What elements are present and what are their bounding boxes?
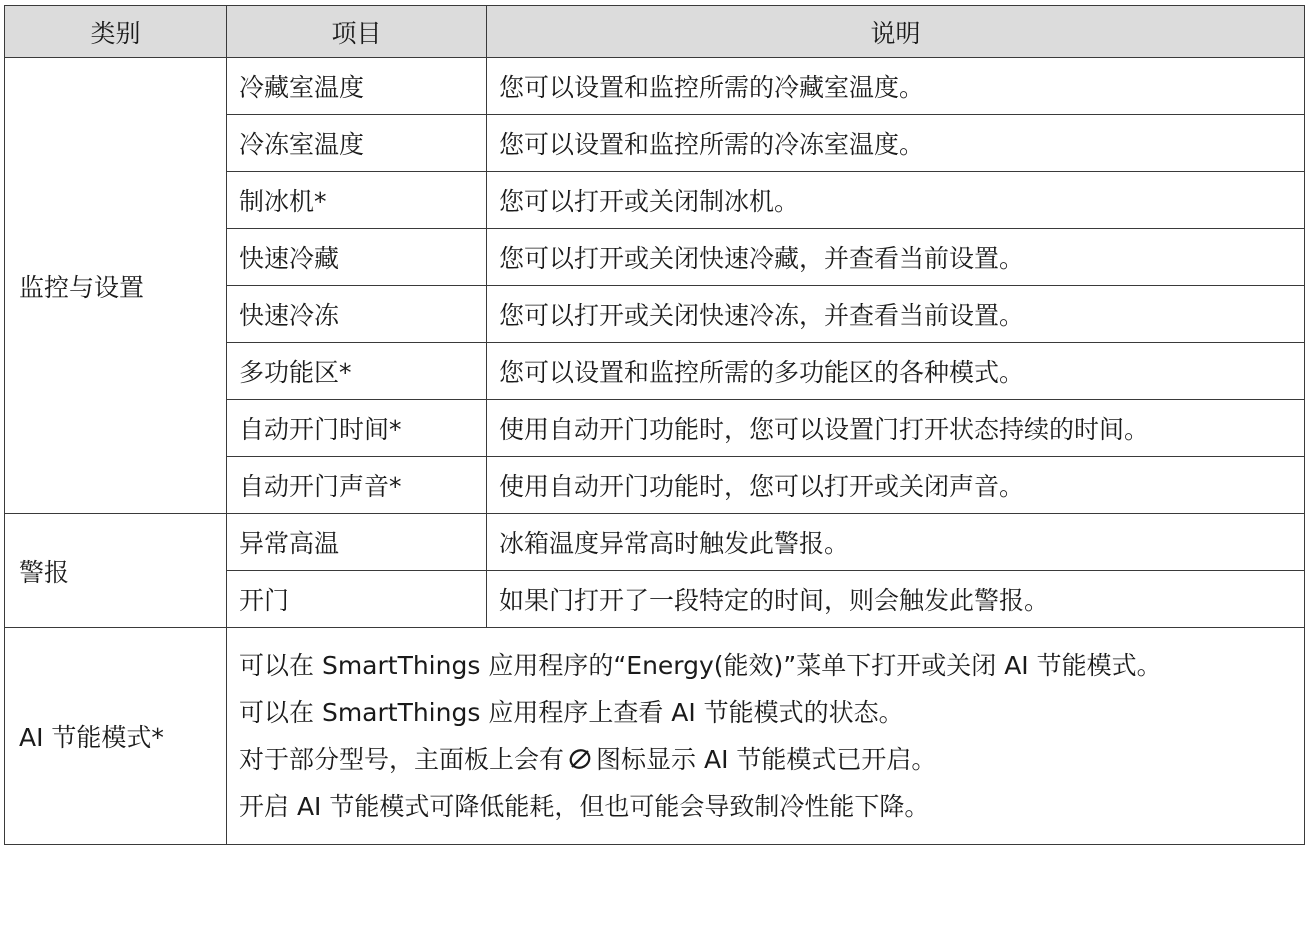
ai-line-3-before: 对于部分型号，主面板上会有 bbox=[239, 745, 565, 774]
header-item: 项目 bbox=[227, 6, 487, 58]
feature-table bbox=[4, 5, 1305, 845]
row-item: 快速冷藏 bbox=[227, 229, 487, 286]
category-alarm: 警报 bbox=[5, 514, 227, 628]
header-description: 说明 bbox=[487, 6, 1305, 58]
row-description: 您可以设置和监控所需的冷冻室温度。 bbox=[487, 115, 1305, 172]
row-item: 自动开门时间* bbox=[227, 400, 487, 457]
row-description: 您可以打开或关闭制冰机。 bbox=[487, 172, 1305, 229]
row-description: 您可以打开或关闭快速冷藏，并查看当前设置。 bbox=[487, 229, 1305, 286]
ai-line-1: 可以在 SmartThings 应用程序的“Energy(能效)”菜单下打开或关闭 AI 节能模式。 bbox=[239, 651, 1162, 680]
table-row-ai bbox=[5, 628, 1305, 845]
row-item: 开门 bbox=[227, 571, 487, 628]
table-row bbox=[5, 514, 1305, 571]
row-description: 使用自动开门功能时，您可以打开或关闭声音。 bbox=[487, 457, 1305, 514]
row-description: 您可以设置和监控所需的多功能区的各种模式。 bbox=[487, 343, 1305, 400]
row-description: 冰箱温度异常高时触发此警报。 bbox=[487, 514, 1305, 571]
row-item: 冷藏室温度 bbox=[227, 58, 487, 115]
row-description: 您可以打开或关闭快速冷冻，并查看当前设置。 bbox=[487, 286, 1305, 343]
table-row bbox=[5, 58, 1305, 115]
row-item: 自动开门声音* bbox=[227, 457, 487, 514]
ai-line-4: 开启 AI 节能模式可降低能耗，但也可能会导致制冷性能下降。 bbox=[239, 792, 930, 821]
category-ai-energy: AI 节能模式* bbox=[5, 628, 227, 845]
row-item: 冷冻室温度 bbox=[227, 115, 487, 172]
row-description: 您可以设置和监控所需的冷藏室温度。 bbox=[487, 58, 1305, 115]
table-header-row bbox=[5, 6, 1305, 58]
category-monitor-settings: 监控与设置 bbox=[5, 58, 227, 514]
row-item: 多功能区* bbox=[227, 343, 487, 400]
row-item: 异常高温 bbox=[227, 514, 487, 571]
eco-leaf-icon bbox=[568, 747, 592, 771]
ai-line-2: 可以在 SmartThings 应用程序上查看 AI 节能模式的状态。 bbox=[239, 698, 904, 727]
row-description: 如果门打开了一段特定的时间，则会触发此警报。 bbox=[487, 571, 1305, 628]
ai-line-3-after: 图标显示 AI 节能模式已开启。 bbox=[596, 745, 937, 774]
header-category: 类别 bbox=[5, 6, 227, 58]
ai-energy-description bbox=[227, 628, 1305, 845]
row-description: 使用自动开门功能时，您可以设置门打开状态持续的时间。 bbox=[487, 400, 1305, 457]
ai-line-3 bbox=[239, 736, 1290, 783]
row-item: 制冰机* bbox=[227, 172, 487, 229]
row-item: 快速冷冻 bbox=[227, 286, 487, 343]
